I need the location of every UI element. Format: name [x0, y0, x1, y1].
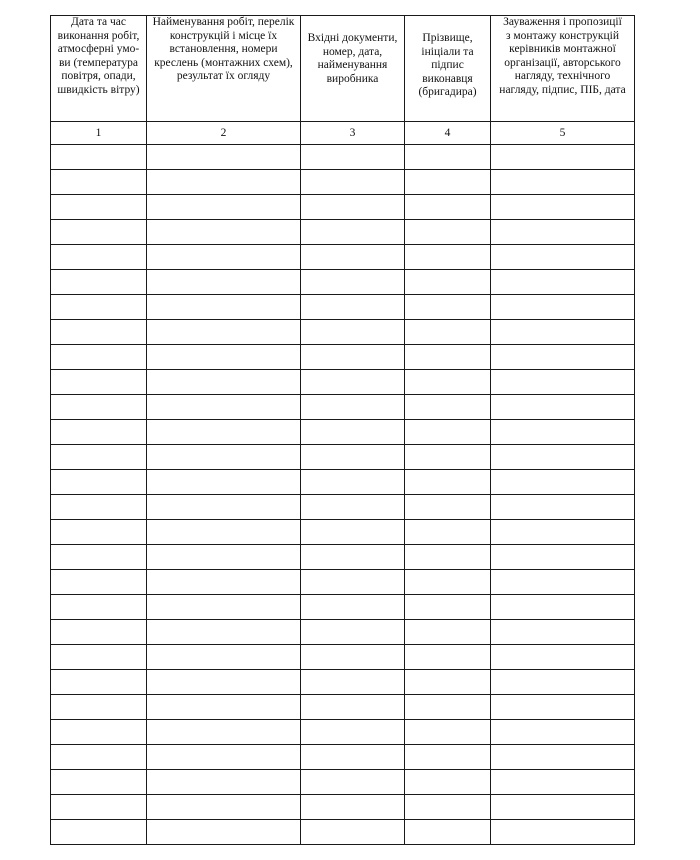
table-cell	[147, 295, 301, 320]
table-row	[51, 620, 635, 645]
table-cell	[51, 770, 147, 795]
table-cell	[491, 795, 635, 820]
column-number: 1	[51, 122, 147, 145]
table-cell	[491, 695, 635, 720]
table-cell	[405, 670, 491, 695]
table-cell	[51, 545, 147, 570]
table-row	[51, 270, 635, 295]
table-cell	[147, 770, 301, 795]
table-cell	[405, 270, 491, 295]
table-cell	[51, 345, 147, 370]
table-cell	[147, 745, 301, 770]
table-cell	[491, 270, 635, 295]
table-cell	[491, 420, 635, 445]
table-cell	[491, 820, 635, 845]
table-cell	[301, 820, 405, 845]
table-cell	[147, 570, 301, 595]
table-cell	[301, 645, 405, 670]
table-cell	[51, 320, 147, 345]
column-number-row	[51, 122, 635, 145]
table-row	[51, 470, 635, 495]
table-cell	[301, 570, 405, 595]
table-cell	[147, 720, 301, 745]
header-work-description: Найменування робіт, перелік конструкцій і місце їх встановлення, номери креслень (монтажних схем), результат їх огляду	[147, 16, 301, 122]
table-cell	[147, 420, 301, 445]
table-row	[51, 420, 635, 445]
journal-entries	[51, 145, 635, 845]
table-row	[51, 695, 635, 720]
table-row	[51, 495, 635, 520]
table-row	[51, 395, 635, 420]
table-cell	[147, 645, 301, 670]
table-cell	[301, 745, 405, 770]
table-cell	[405, 495, 491, 520]
table-row	[51, 145, 635, 170]
table-cell	[301, 370, 405, 395]
table-cell	[491, 545, 635, 570]
table-cell	[51, 145, 147, 170]
column-number: 5	[491, 122, 635, 145]
table-cell	[301, 395, 405, 420]
table-cell	[301, 420, 405, 445]
table-cell	[405, 545, 491, 570]
table-cell	[491, 345, 635, 370]
table-cell	[147, 470, 301, 495]
table-cell	[301, 770, 405, 795]
table-cell	[405, 820, 491, 845]
table-cell	[405, 320, 491, 345]
table-cell	[491, 670, 635, 695]
table-row	[51, 745, 635, 770]
table-cell	[491, 645, 635, 670]
table-cell	[147, 820, 301, 845]
table-cell	[51, 395, 147, 420]
table-row	[51, 370, 635, 395]
table-cell	[147, 320, 301, 345]
table-cell	[405, 170, 491, 195]
table-cell	[491, 245, 635, 270]
header-executor-signature: Прізвище, ініціали та підпис виконавця (бригадира)	[405, 16, 491, 122]
table-cell	[301, 795, 405, 820]
table-cell	[405, 220, 491, 245]
table-cell	[51, 595, 147, 620]
table-cell	[301, 245, 405, 270]
table-row	[51, 545, 635, 570]
table-cell	[51, 245, 147, 270]
table-row	[51, 570, 635, 595]
table-cell	[405, 195, 491, 220]
table-cell	[147, 595, 301, 620]
table-cell	[301, 195, 405, 220]
table-cell	[405, 520, 491, 545]
table-cell	[301, 145, 405, 170]
table-cell	[51, 170, 147, 195]
table-row	[51, 520, 635, 545]
table-cell	[405, 620, 491, 645]
table-cell	[147, 620, 301, 645]
table-cell	[491, 145, 635, 170]
table-cell	[147, 270, 301, 295]
table-cell	[405, 695, 491, 720]
table-cell	[405, 420, 491, 445]
table-cell	[301, 545, 405, 570]
table-cell	[405, 145, 491, 170]
table-cell	[51, 670, 147, 695]
table-cell	[405, 345, 491, 370]
header-input-documents: Вхідні документи, номер, дата, найменування виробника	[301, 16, 405, 122]
table-cell	[51, 795, 147, 820]
table-cell	[51, 220, 147, 245]
table-cell	[147, 695, 301, 720]
table-cell	[301, 695, 405, 720]
table-cell	[405, 745, 491, 770]
table-cell	[301, 670, 405, 695]
header-date-weather: Дата та час виконання робіт, атмосферні умо- ви (температура повітря, опади, швидкість вітру)	[51, 16, 147, 122]
table-row	[51, 795, 635, 820]
table-cell	[405, 245, 491, 270]
table-cell	[301, 470, 405, 495]
table-cell	[301, 220, 405, 245]
table-cell	[491, 170, 635, 195]
table-row	[51, 670, 635, 695]
table-cell	[51, 470, 147, 495]
table-row	[51, 245, 635, 270]
table-cell	[147, 670, 301, 695]
table-row	[51, 320, 635, 345]
table-cell	[51, 570, 147, 595]
header-remarks: Зауваження і пропозиції з монтажу конструкцій керівників монтажної організації, авторського нагляду, технічного нагляду, підпис, ПІБ, дата	[491, 16, 635, 122]
table-cell	[491, 720, 635, 745]
table-cell	[147, 245, 301, 270]
table-row	[51, 720, 635, 745]
table-cell	[405, 570, 491, 595]
table-cell	[301, 170, 405, 195]
table-cell	[491, 370, 635, 395]
table-row	[51, 770, 635, 795]
column-number: 2	[147, 122, 301, 145]
table-row	[51, 345, 635, 370]
table-row	[51, 595, 635, 620]
table-cell	[51, 645, 147, 670]
table-row	[51, 195, 635, 220]
table-cell	[51, 270, 147, 295]
table-cell	[51, 420, 147, 445]
header-row	[51, 16, 635, 122]
column-number: 4	[405, 122, 491, 145]
table-cell	[491, 570, 635, 595]
table-cell	[491, 520, 635, 545]
table-row	[51, 645, 635, 670]
table-cell	[491, 470, 635, 495]
table-cell	[491, 395, 635, 420]
table-cell	[301, 595, 405, 620]
table-cell	[147, 195, 301, 220]
table-cell	[51, 520, 147, 545]
table-cell	[491, 745, 635, 770]
table-cell	[147, 795, 301, 820]
table-cell	[51, 620, 147, 645]
table-cell	[147, 345, 301, 370]
table-cell	[51, 195, 147, 220]
table-cell	[491, 770, 635, 795]
table-cell	[301, 270, 405, 295]
table-cell	[147, 495, 301, 520]
table-cell	[147, 145, 301, 170]
table-row	[51, 170, 635, 195]
table-row	[51, 820, 635, 845]
table-cell	[51, 695, 147, 720]
table-row	[51, 445, 635, 470]
table-cell	[301, 445, 405, 470]
table-cell	[301, 495, 405, 520]
table-cell	[405, 395, 491, 420]
table-cell	[405, 720, 491, 745]
table-cell	[301, 345, 405, 370]
construction-log-page	[50, 15, 634, 845]
table-cell	[301, 320, 405, 345]
table-cell	[405, 795, 491, 820]
table-cell	[147, 170, 301, 195]
table-cell	[491, 195, 635, 220]
table-cell	[491, 620, 635, 645]
table-row	[51, 220, 635, 245]
table-cell	[405, 645, 491, 670]
table-cell	[147, 220, 301, 245]
table-cell	[147, 545, 301, 570]
table-cell	[51, 445, 147, 470]
table-cell	[147, 370, 301, 395]
table-cell	[491, 220, 635, 245]
table-cell	[147, 395, 301, 420]
table-cell	[301, 295, 405, 320]
table-cell	[405, 445, 491, 470]
table-cell	[51, 820, 147, 845]
table-cell	[491, 295, 635, 320]
table-cell	[51, 745, 147, 770]
table-cell	[405, 295, 491, 320]
table-cell	[51, 720, 147, 745]
table-cell	[405, 370, 491, 395]
table-cell	[491, 445, 635, 470]
table-cell	[51, 370, 147, 395]
table-cell	[147, 445, 301, 470]
table-cell	[405, 595, 491, 620]
table-cell	[147, 520, 301, 545]
table-cell	[491, 495, 635, 520]
table-row	[51, 295, 635, 320]
table-cell	[51, 495, 147, 520]
table-cell	[491, 595, 635, 620]
table-cell	[301, 720, 405, 745]
table-cell	[51, 295, 147, 320]
table-cell	[405, 470, 491, 495]
construction-journal-table	[50, 15, 635, 845]
table-cell	[491, 320, 635, 345]
column-number: 3	[301, 122, 405, 145]
table-cell	[301, 620, 405, 645]
table-cell	[301, 520, 405, 545]
table-cell	[405, 770, 491, 795]
